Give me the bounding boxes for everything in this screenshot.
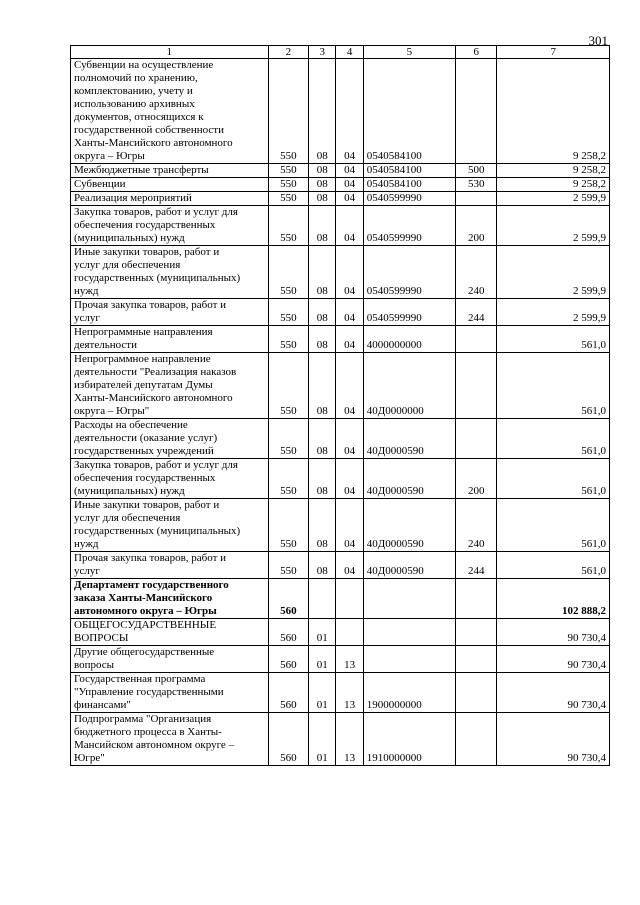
row-name-line: нужд bbox=[74, 538, 99, 550]
row-vr-cell bbox=[455, 673, 497, 713]
table-row bbox=[71, 246, 610, 299]
row-name-cell bbox=[71, 552, 269, 579]
row-name-line: Ханты-Мансийского автономного bbox=[74, 392, 233, 404]
row-subsection-cell: 04 bbox=[336, 353, 363, 419]
header-col-4: 4 bbox=[336, 46, 363, 59]
row-code-cell: 550 bbox=[268, 192, 309, 206]
row-name-line: избирателей депутатам Думы bbox=[74, 379, 213, 391]
row-code-cell: 560 bbox=[268, 579, 309, 619]
row-section-cell: 08 bbox=[309, 419, 336, 459]
row-vr-cell bbox=[455, 713, 497, 766]
row-name-line: полномочий по хранению, bbox=[74, 72, 198, 84]
row-name-line: использованию архивных bbox=[74, 98, 195, 110]
row-code-cell: 550 bbox=[268, 206, 309, 246]
row-name-line: округа – Югры bbox=[74, 150, 145, 162]
row-name-line: услуг bbox=[74, 312, 100, 324]
row-subsection-cell bbox=[336, 579, 363, 619]
row-subsection-cell: 04 bbox=[336, 459, 363, 499]
row-sum-cell: 2 599,9 bbox=[497, 246, 610, 299]
row-code-cell: 550 bbox=[268, 459, 309, 499]
row-sum-cell: 90 730,4 bbox=[497, 673, 610, 713]
row-name-line: услуг для обеспечения bbox=[74, 512, 181, 524]
table-header-row bbox=[71, 46, 610, 59]
table-row bbox=[71, 579, 610, 619]
row-name-cell bbox=[71, 246, 269, 299]
row-subsection-cell: 13 bbox=[336, 646, 363, 673]
row-code-cell: 560 bbox=[268, 619, 309, 646]
row-name-line: Закупка товаров, работ и услуг для bbox=[74, 459, 238, 471]
row-name-line: Прочая закупка товаров, работ и bbox=[74, 299, 227, 311]
row-section-cell: 08 bbox=[309, 178, 336, 192]
row-name-line: документов, относящихся к bbox=[74, 111, 204, 123]
table-row bbox=[71, 459, 610, 499]
row-name-line: Иные закупки товаров, работ и bbox=[74, 499, 220, 511]
row-vr-cell bbox=[455, 419, 497, 459]
row-name-line: деятельности (оказание услуг) bbox=[74, 432, 218, 444]
row-name-cell bbox=[71, 713, 269, 766]
row-name-line: нужд bbox=[74, 285, 99, 297]
row-name-line: Реализация мероприятий bbox=[74, 192, 192, 204]
row-csr-cell: 40Д0000590 bbox=[363, 499, 455, 552]
row-name-line: государственных учреждений bbox=[74, 445, 214, 457]
row-name-cell bbox=[71, 206, 269, 246]
row-sum-cell: 2 599,9 bbox=[497, 206, 610, 246]
row-name-line: государственных (муниципальных) bbox=[74, 272, 241, 284]
row-name-line: Ханты-Мансийского автономного bbox=[74, 137, 233, 149]
row-name-cell bbox=[71, 646, 269, 673]
row-subsection-cell: 04 bbox=[336, 419, 363, 459]
row-sum-cell: 90 730,4 bbox=[497, 713, 610, 766]
table-row bbox=[71, 353, 610, 419]
table-row bbox=[71, 713, 610, 766]
row-sum-cell: 561,0 bbox=[497, 552, 610, 579]
table-row bbox=[71, 552, 610, 579]
row-section-cell bbox=[309, 579, 336, 619]
row-name-line: финансами" bbox=[74, 699, 131, 711]
row-code-cell: 550 bbox=[268, 499, 309, 552]
row-subsection-cell: 13 bbox=[336, 673, 363, 713]
row-code-cell: 560 bbox=[268, 673, 309, 713]
row-code-cell: 550 bbox=[268, 326, 309, 353]
row-name-cell bbox=[71, 673, 269, 713]
row-name-cell bbox=[71, 326, 269, 353]
row-csr-cell: 1910000000 bbox=[363, 713, 455, 766]
row-name-line: Расходы на обеспечение bbox=[74, 419, 188, 431]
row-name-cell bbox=[71, 164, 269, 178]
row-name-line: обеспечения государственных bbox=[74, 472, 216, 484]
row-vr-cell bbox=[455, 579, 497, 619]
row-section-cell: 08 bbox=[309, 326, 336, 353]
row-csr-cell: 0540584100 bbox=[363, 178, 455, 192]
row-section-cell: 08 bbox=[309, 246, 336, 299]
row-code-cell: 550 bbox=[268, 178, 309, 192]
row-name-cell bbox=[71, 59, 269, 164]
row-csr-cell bbox=[363, 646, 455, 673]
row-name-line: Государственная программа bbox=[74, 673, 206, 685]
row-sum-cell: 561,0 bbox=[497, 419, 610, 459]
row-name-line: автономного округа – Югры bbox=[74, 605, 217, 617]
row-section-cell: 08 bbox=[309, 353, 336, 419]
row-code-cell: 550 bbox=[268, 419, 309, 459]
row-sum-cell: 561,0 bbox=[497, 353, 610, 419]
row-section-cell: 08 bbox=[309, 499, 336, 552]
row-section-cell: 08 bbox=[309, 552, 336, 579]
row-name-line: государственной собственности bbox=[74, 124, 224, 136]
row-vr-cell bbox=[455, 192, 497, 206]
row-name-line: государственных (муниципальных) bbox=[74, 525, 241, 537]
row-section-cell: 01 bbox=[309, 673, 336, 713]
table-row bbox=[71, 326, 610, 353]
row-name-line: деятельности "Реализация наказов bbox=[74, 366, 237, 378]
row-name-cell bbox=[71, 619, 269, 646]
table-row bbox=[71, 673, 610, 713]
row-vr-cell bbox=[455, 326, 497, 353]
table-row bbox=[71, 192, 610, 206]
row-name-line: Югре" bbox=[74, 752, 105, 764]
row-name-line: обеспечения государственных bbox=[74, 219, 216, 231]
row-subsection-cell: 04 bbox=[336, 299, 363, 326]
row-name-cell bbox=[71, 459, 269, 499]
row-name-line: Другие общегосударственные bbox=[74, 646, 215, 658]
row-sum-cell: 90 730,4 bbox=[497, 646, 610, 673]
row-name-line: деятельности bbox=[74, 339, 137, 351]
row-csr-cell: 0540584100 bbox=[363, 59, 455, 164]
row-code-cell: 550 bbox=[268, 246, 309, 299]
row-section-cell: 01 bbox=[309, 646, 336, 673]
row-subsection-cell: 13 bbox=[336, 713, 363, 766]
row-csr-cell: 40Д0000590 bbox=[363, 552, 455, 579]
row-csr-cell: 4000000000 bbox=[363, 326, 455, 353]
row-code-cell: 550 bbox=[268, 164, 309, 178]
table-row bbox=[71, 419, 610, 459]
row-subsection-cell: 04 bbox=[336, 552, 363, 579]
row-name-cell bbox=[71, 178, 269, 192]
row-name-line: (муниципальных) нужд bbox=[74, 232, 185, 244]
row-vr-cell: 240 bbox=[455, 499, 497, 552]
row-subsection-cell: 04 bbox=[336, 246, 363, 299]
row-csr-cell: 0540599990 bbox=[363, 206, 455, 246]
row-vr-cell: 244 bbox=[455, 552, 497, 579]
row-name-line: Подпрограмма "Организация bbox=[74, 713, 212, 725]
row-code-cell: 550 bbox=[268, 353, 309, 419]
row-subsection-cell: 04 bbox=[336, 326, 363, 353]
header-col-3: 3 bbox=[309, 46, 336, 59]
row-vr-cell bbox=[455, 59, 497, 164]
row-csr-cell: 0540599990 bbox=[363, 299, 455, 326]
row-section-cell: 08 bbox=[309, 206, 336, 246]
row-name-line: Прочая закупка товаров, работ и bbox=[74, 552, 227, 564]
row-sum-cell: 9 258,2 bbox=[497, 178, 610, 192]
row-subsection-cell: 04 bbox=[336, 206, 363, 246]
row-name-line: Субвенции bbox=[74, 178, 126, 190]
table-row bbox=[71, 619, 610, 646]
row-vr-cell: 200 bbox=[455, 206, 497, 246]
row-name-line: Субвенции на осуществление bbox=[74, 59, 214, 71]
row-section-cell: 08 bbox=[309, 299, 336, 326]
row-sum-cell: 102 888,2 bbox=[497, 579, 610, 619]
page-number: 301 bbox=[588, 33, 608, 48]
row-vr-cell: 240 bbox=[455, 246, 497, 299]
row-vr-cell bbox=[455, 619, 497, 646]
row-name-line: Непрограммные направления bbox=[74, 326, 213, 338]
row-csr-cell bbox=[363, 579, 455, 619]
row-name-line: услуг для обеспечения bbox=[74, 259, 181, 271]
row-name-line: ВОПРОСЫ bbox=[74, 632, 129, 644]
row-subsection-cell: 04 bbox=[336, 192, 363, 206]
row-sum-cell: 561,0 bbox=[497, 326, 610, 353]
table-row bbox=[71, 499, 610, 552]
row-code-cell: 550 bbox=[268, 299, 309, 326]
row-section-cell: 01 bbox=[309, 619, 336, 646]
row-csr-cell bbox=[363, 619, 455, 646]
row-section-cell: 08 bbox=[309, 59, 336, 164]
row-sum-cell: 2 599,9 bbox=[497, 192, 610, 206]
row-name-cell bbox=[71, 299, 269, 326]
table-row bbox=[71, 164, 610, 178]
row-sum-cell: 9 258,2 bbox=[497, 164, 610, 178]
row-code-cell: 560 bbox=[268, 713, 309, 766]
row-code-cell: 560 bbox=[268, 646, 309, 673]
row-csr-cell: 40Д0000590 bbox=[363, 459, 455, 499]
budget-table bbox=[70, 45, 610, 766]
header-col-1: 1 bbox=[71, 46, 269, 59]
table-row bbox=[71, 206, 610, 246]
row-name-line: вопросы bbox=[74, 659, 115, 671]
row-sum-cell: 90 730,4 bbox=[497, 619, 610, 646]
row-subsection-cell: 04 bbox=[336, 164, 363, 178]
row-name-line: Иные закупки товаров, работ и bbox=[74, 246, 220, 258]
row-name-line: Департамент государственного bbox=[74, 579, 229, 591]
row-name-cell bbox=[71, 579, 269, 619]
row-section-cell: 08 bbox=[309, 192, 336, 206]
row-name-line: Закупка товаров, работ и услуг для bbox=[74, 206, 238, 218]
row-csr-cell: 40Д0000000 bbox=[363, 353, 455, 419]
row-csr-cell: 0540584100 bbox=[363, 164, 455, 178]
row-sum-cell: 9 258,2 bbox=[497, 59, 610, 164]
row-name-line: услуг bbox=[74, 565, 100, 577]
row-vr-cell bbox=[455, 646, 497, 673]
row-subsection-cell: 04 bbox=[336, 499, 363, 552]
header-col-5: 5 bbox=[363, 46, 455, 59]
table-row bbox=[71, 646, 610, 673]
row-name-cell bbox=[71, 419, 269, 459]
row-vr-cell: 530 bbox=[455, 178, 497, 192]
row-name-line: комплектованию, учету и bbox=[74, 85, 193, 97]
row-sum-cell: 2 599,9 bbox=[497, 299, 610, 326]
row-code-cell: 550 bbox=[268, 552, 309, 579]
row-section-cell: 01 bbox=[309, 713, 336, 766]
row-code-cell: 550 bbox=[268, 59, 309, 164]
row-vr-cell bbox=[455, 353, 497, 419]
row-subsection-cell: 04 bbox=[336, 178, 363, 192]
header-col-7: 7 bbox=[497, 46, 610, 59]
table-row bbox=[71, 178, 610, 192]
row-sum-cell: 561,0 bbox=[497, 459, 610, 499]
row-csr-cell: 0540599990 bbox=[363, 192, 455, 206]
row-csr-cell: 40Д0000590 bbox=[363, 419, 455, 459]
row-name-line: Межбюджетные трансферты bbox=[74, 164, 209, 176]
row-section-cell: 08 bbox=[309, 459, 336, 499]
row-name-line: округа – Югры" bbox=[74, 405, 150, 417]
row-name-line: (муниципальных) нужд bbox=[74, 485, 185, 497]
row-vr-cell: 500 bbox=[455, 164, 497, 178]
row-subsection-cell: 04 bbox=[336, 59, 363, 164]
header-col-2: 2 bbox=[268, 46, 309, 59]
row-name-line: заказа Ханты-Мансийского bbox=[74, 592, 213, 604]
table-row bbox=[71, 299, 610, 326]
row-name-cell bbox=[71, 499, 269, 552]
row-name-cell bbox=[71, 353, 269, 419]
table-row bbox=[71, 59, 610, 164]
row-csr-cell: 0540599990 bbox=[363, 246, 455, 299]
row-name-line: "Управление государственными bbox=[74, 686, 224, 698]
row-name-line: бюджетного процесса в Ханты- bbox=[74, 726, 222, 738]
row-name-cell bbox=[71, 192, 269, 206]
row-name-line: ОБЩЕГОСУДАРСТВЕННЫЕ bbox=[74, 619, 217, 631]
row-vr-cell: 244 bbox=[455, 299, 497, 326]
row-name-line: Мансийском автономном округе – bbox=[74, 739, 235, 751]
header-col-6: 6 bbox=[455, 46, 497, 59]
row-csr-cell: 1900000000 bbox=[363, 673, 455, 713]
row-subsection-cell bbox=[336, 619, 363, 646]
row-name-line: Непрограммное направление bbox=[74, 353, 211, 365]
row-vr-cell: 200 bbox=[455, 459, 497, 499]
row-sum-cell: 561,0 bbox=[497, 499, 610, 552]
row-section-cell: 08 bbox=[309, 164, 336, 178]
